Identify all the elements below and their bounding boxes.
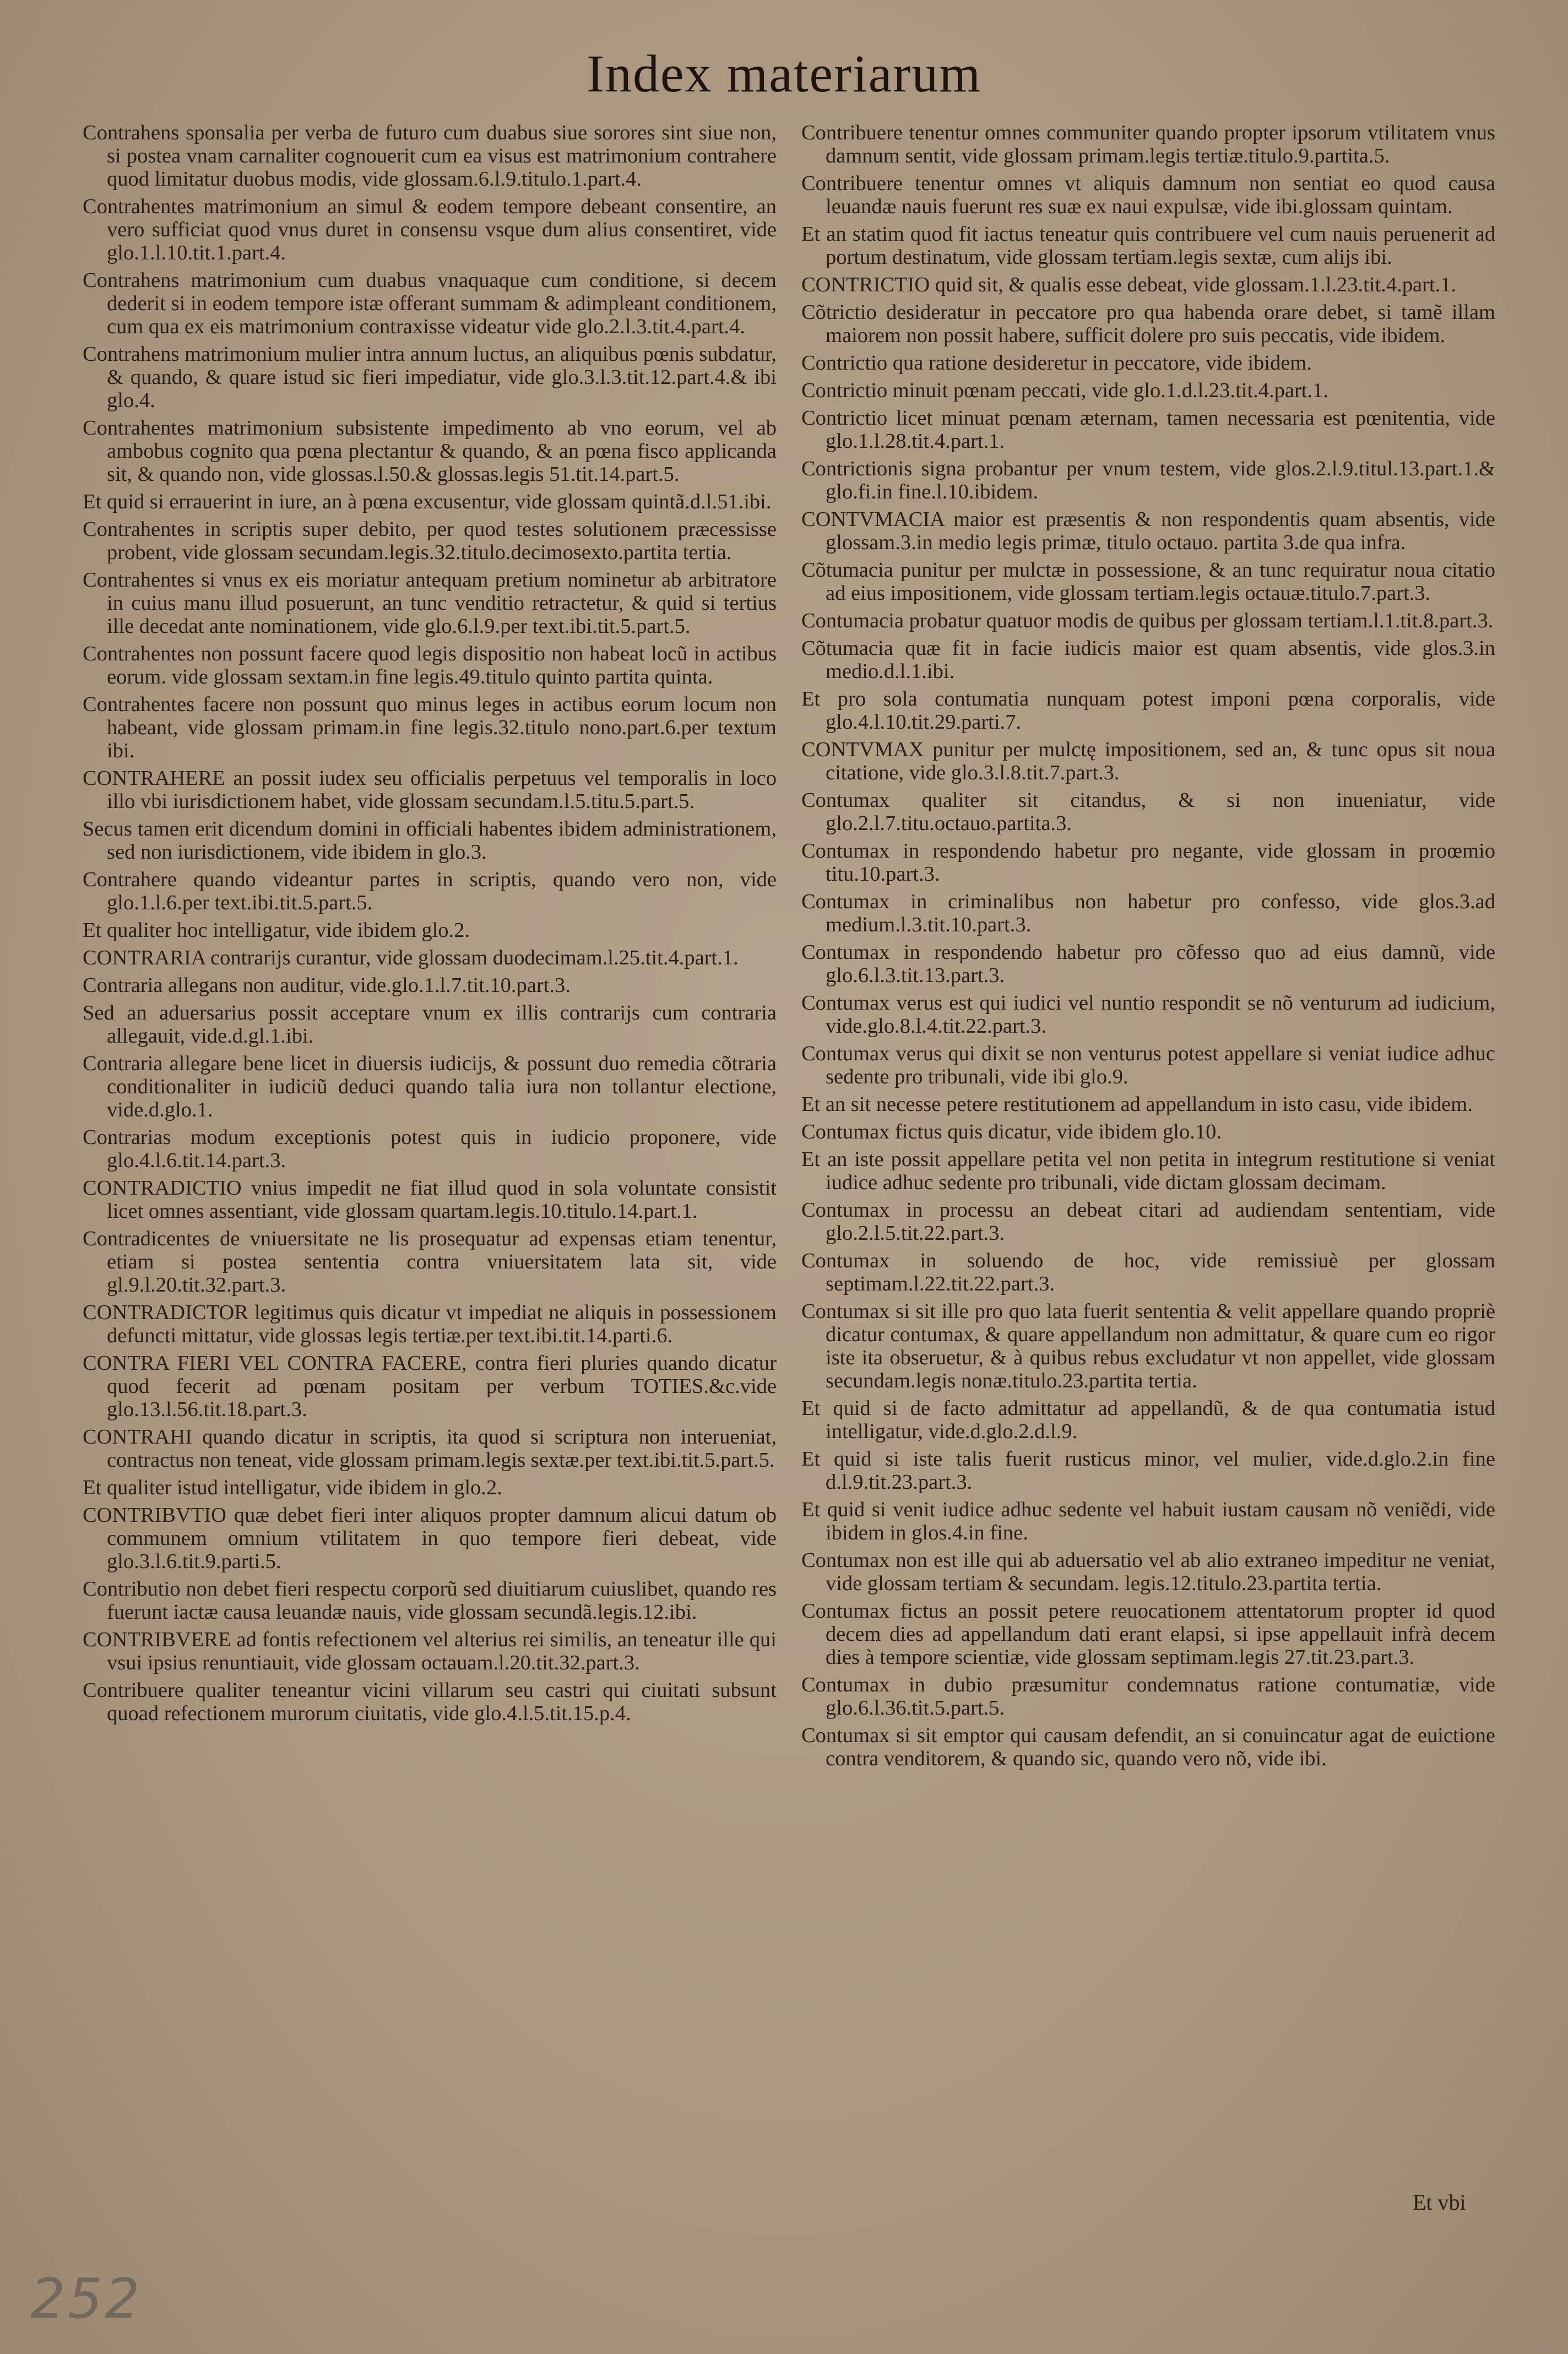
index-entry: Contumax verus qui dixit se non venturus potest appellare si veniat iudice adhuc sedente pro tribunali, vide ibi glo.9.: [801, 1042, 1495, 1088]
index-entry: Contrahentes matrimonium an simul & eodem tempore debeant consentire, an vero sufficiat quod vnus duret in consensu vsque dum alius consentiret, vide glo.1.l.10.tit.1.part.4.: [83, 195, 777, 264]
index-entry: Contrictio minuit pœnam peccati, vide glo.1.d.l.23.tit.4.part.1.: [801, 379, 1328, 402]
left-column: [83, 121, 777, 1729]
index-entry: Et an statim quod fit iactus teneatur quis contribuere vel cum nauis peruenerit ad portum destinatum, vide glossam tertiam.legis sextæ, cum alijs ibi.: [801, 223, 1495, 269]
index-entry: Et quid si errauerint in iure, an à pœna excusentur, vide glossam quintã.d.l.51.ibi.: [83, 490, 772, 513]
index-entry: Et quid si iste talis fuerit rusticus minor, vel mulier, vide.d.glo.2.in fine d.l.9.tit.23.part.3.: [801, 1447, 1495, 1494]
index-entry: CONTRADICTIO vnius impedit ne fiat illud quod in sola voluntate consistit licet omnes assentiant, vide glossam quartam.legis.10.titulo.14.part.1.: [83, 1176, 777, 1223]
index-entry: Contumax si sit emptor qui causam defendit, an si conuincatur agat de euictione contra venditorem, & quando sic, quando vero nõ, vide ibi.: [801, 1724, 1495, 1770]
index-entry: Contrictionis signa probantur per vnum testem, vide glos.2.l.9.titul.13.part.1.& glo.fi.in fine.l.10.ibidem.: [801, 457, 1495, 503]
index-entry: Contribuere tenentur omnes vt aliquis damnum non sentiat eo quod causa leuandæ nauis fuerunt res suæ ex naui expulsæ, vide ibi.glossam quintam.: [801, 172, 1495, 218]
index-entry: Contumax in respondendo habetur pro cõfesso quo ad eius damnũ, vide glo.6.l.3.tit.13.part.3.: [801, 941, 1495, 987]
index-entry: Contumax verus est qui iudici vel nuntio respondit se nõ venturum ad iudicium, vide.glo.8.l.4.tit.22.part.3.: [801, 991, 1495, 1038]
index-entry: CONTRADICTOR legitimus quis dicatur vt impediat ne aliquis in possessionem defuncti mittatur, vide glossas legis tertiæ.per text.ibi.tit.14.parti.6.: [83, 1301, 777, 1347]
index-entry: Contraria allegans non auditur, vide.glo.1.l.7.tit.10.part.3.: [83, 974, 571, 997]
index-entry: Et quid si venit iudice adhuc sedente vel habuit iustam causam nõ veniẽdi, vide ibidem in glos.4.in fine.: [801, 1498, 1495, 1544]
index-entry: CONTRIBVTIO quæ debet fieri inter aliquos propter damnum alicui datum ob communem omnium vtilitatem in quo tempore fieri debeat, vide glo.3.l.6.tit.9.parti.5.: [83, 1504, 777, 1573]
index-entry: Contumax si sit ille pro quo lata fuerit sententia & velit appellare quando propriè dicatur contumax, & quare appellandum non admittatur, & quare cum eo rigor iste ita obseruetur, & à quibus rebus excludatur vt non appellet, vide glossam secundam.legis nonæ.titulo.23.partita tertia.: [801, 1300, 1495, 1392]
index-entry: Et pro sola contumatia nunquam potest imponi pœna corporalis, vide glo.4.l.10.tit.29.parti.7.: [801, 687, 1495, 734]
index-entry: Secus tamen erit dicendum domini in officiali habentes ibidem administrationem, sed non iurisdictionem, vide ibidem in glo.3.: [83, 817, 777, 864]
index-entry: Cõtumacia punitur per mulctæ in possessione, & an tunc requiratur noua citatio ad eius impositionem, vide glossam tertiam.legis octauæ.titulo.7.part.3.: [801, 558, 1495, 605]
index-entry: Contrahentes si vnus ex eis moriatur antequam pretium nominetur ab arbitratore in cuius manu illud posuerunt, an tunc venditio retractetur, & quid si tertius ille decedat ante nominationem, vide glo.6.l.9.per text.ibi.tit.5.part.5.: [83, 568, 777, 638]
index-entry: Contrahens matrimonium cum duabus vnaquaque cum conditione, si decem dederit si in eodem tempore istæ offerant summam & adimpleant conditionem, cum qua ex eis matrimonium contraxisse videatur vide glo.2.l.3.tit.4.part.4.: [83, 269, 777, 338]
index-entry: Contrarias modum exceptionis potest quis in iudicio proponere, vide glo.4.l.6.tit.14.part.3.: [83, 1126, 777, 1172]
index-entry: Et qualiter hoc intelligatur, vide ibidem glo.2.: [83, 919, 470, 942]
index-entry: Contrahere quando videantur partes in scriptis, quando vero non, vide glo.1.l.6.per text.ibi.tit.5.part.5.: [83, 868, 777, 914]
index-entry: Et an sit necesse petere restitutionem ad appellandum in isto casu, vide ibidem.: [801, 1093, 1473, 1116]
index-entry: CONTRARIA contrarijs curantur, vide glossam duodecimam.l.25.tit.4.part.1.: [83, 946, 739, 969]
catchword: Et vbi: [1413, 2190, 1466, 2215]
index-entry: CONTRAHERE an possit iudex seu officialis perpetuus vel temporalis in loco illo vbi iurisdictionem habet, vide glossam secundam.l.5.titu.5.part.5.: [83, 767, 777, 813]
index-entry: Contrahens sponsalia per verba de futuro cum duabus siue sorores sint siue non, si postea vnam carnaliter cognouerit cum ea visus est matrimonium contrahere quod limitatur duobus modis, vide glossam.6.l.9.titulo.1.part.4.: [83, 121, 777, 191]
index-entry: Et qualiter istud intelligatur, vide ibidem in glo.2.: [83, 1476, 502, 1499]
index-entry: CONTRAHI quando dicatur in scriptis, ita quod si scriptura non interueniat, contractus non teneat, vide glossam primam.legis sextæ.per text.ibi.tit.5.part.5.: [83, 1425, 777, 1472]
index-entry: Contribuere tenentur omnes communiter quando propter ipsorum vtilitatem vnus damnum sentit, vide glossam primam.legis tertiæ.titulo.9.partita.5.: [801, 121, 1495, 167]
index-entry: CONTVMACIA maior est præsentis & non respondentis quam absentis, vide glossam.3.in medio legis primæ, titulo octauo. partita 3.de qua infra.: [801, 508, 1495, 554]
index-entry: Contumax in respondendo habetur pro negante, vide glossam in proœmio titu.10.part.3.: [801, 839, 1495, 886]
index-entry: Contumax in dubio præsumitur condemnatus ratione contumatiæ, vide glo.6.l.36.tit.5.part.5.: [801, 1673, 1495, 1720]
pencil-page-number: 252: [30, 2266, 142, 2331]
right-column: [801, 121, 1495, 1775]
index-entry: Contumax fictus an possit petere reuocationem attentatorum propter id quod decem dies ad appellandum dati erant elapsi, si ipse appellauit infrà decem dies à tempore scientiæ, vide glossam septimam.legis 27.tit.23.part.3.: [801, 1599, 1495, 1669]
page-title: Index materiarum: [586, 44, 982, 103]
index-entry: Et quid si de facto admittatur ad appellandũ, & de qua contumatia istud intelligatur, vide.d.glo.2.d.l.9.: [801, 1397, 1495, 1443]
index-entry: Contribuere qualiter teneantur vicini villarum seu castri qui ciuitati subsunt quoad refectionem murorum ciuitatis, vide glo.4.l.5.tit.15.p.4.: [83, 1679, 777, 1725]
index-entry: Contumax in criminalibus non habetur pro confesso, vide glos.3.ad medium.l.3.tit.10.part.3.: [801, 890, 1495, 936]
index-entry: Cõtumacia quæ fit in facie iudicis maior est quam absentis, vide glos.3.in medio.d.l.1.ibi.: [801, 637, 1495, 683]
index-entry: Cõtrictio desideratur in peccatore pro qua habenda orare debet, si tamẽ illam maiorem non possit habere, sufficit dolere pro suis peccatis, vide ibidem.: [801, 301, 1495, 347]
index-entry: Contumax qualiter sit citandus, & si non inueniatur, vide glo.2.l.7.titu.octauo.partita.3.: [801, 789, 1495, 835]
index-entry: Sed an aduersarius possit acceptare vnum ex illis contrarijs cum contraria allegauit, vide.d.gl.1.ibi.: [83, 1001, 777, 1048]
index-entry: Contumacia probatur quatuor modis de quibus per glossam tertiam.l.1.tit.8.part.3.: [801, 609, 1494, 632]
index-entry: Contumax non est ille qui ab aduersatio vel ab alio extraneo impeditur ne veniat, vide glossam tertiam & secundam. legis.12.titulo.23.partita tertia.: [801, 1549, 1495, 1595]
index-entry: Contumax in soluendo de hoc, vide remissiuè per glossam septimam.l.22.tit.22.part.3.: [801, 1249, 1495, 1295]
index-entry: Contumax in processu an debeat citari ad audiendam sententiam, vide glo.2.l.5.tit.22.part.3.: [801, 1198, 1495, 1245]
index-entry: Contrahentes in scriptis super debito, per quod testes solutionem præcessisse probent, vide glossam secundam.legis.32.titulo.decimosexto.partita tertia.: [83, 518, 777, 564]
index-entry: Et an iste possit appellare petita vel non petita in integrum restitutione si veniat iudice adhuc sedente pro tribunali, vide dictam glossam decimam.: [801, 1148, 1495, 1194]
index-entry: Contrahentes facere non possunt quo minus leges in actibus eorum locum non habeant, vide glossam primam.in fine legis.32.titulo nono.part.6.per textum ibi.: [83, 693, 777, 762]
index-entry: Contrahentes non possunt facere quod legis dispositio non habeat locũ in actibus eorum. vide glossam sextam.in fine legis.49.titulo quinto partita quinta.: [83, 642, 777, 688]
index-entry: CONTRA FIERI VEL CONTRA FACERE, contra fieri pluries quando dicatur quod fecerit ad pœnam positam per verbum TOTIES.&c.vide glo.13.l.56.tit.18.part.3.: [83, 1352, 777, 1421]
index-entry: CONTRICTIO quid sit, & qualis esse debeat, vide glossam.1.l.23.tit.4.part.1.: [801, 273, 1457, 296]
index-entry: Contributio non debet fieri respectu corporũ sed diuitiarum cuiuslibet, quando res fuerunt iactæ causa leuandæ nauis, vide glossam secundã.legis.12.ibi.: [83, 1577, 777, 1624]
index-entry: Contrahens matrimonium mulier intra annum luctus, an aliquibus pœnis subdatur, & quando, & quare istud sic fieri impediatur, vide glo.3.l.3.tit.12.part.4.& ibi glo.4.: [83, 343, 777, 412]
index-entry: Contrahentes matrimonium subsistente impedimento ab vno eorum, vel ab ambobus cognito qua pœna plectantur & quando, & an pœna fisco applicanda sit, & quando non, vide glossas.l.50.& glossas.legis 51.tit.14.part.5.: [83, 416, 777, 486]
index-entry: CONTVMAX punitur per mulctę impositionem, sed an, & tunc opus sit noua citatione, vide glo.3.l.8.tit.7.part.3.: [801, 738, 1495, 784]
index-entry: Contrictio qua ratione desideretur in peccatore, vide ibidem.: [801, 351, 1312, 375]
index-entry: Contumax fictus quis dicatur, vide ibidem glo.10.: [801, 1120, 1222, 1143]
index-entry: CONTRIBVERE ad fontis refectionem vel alterius rei similis, an teneatur ille qui vsui ipsius renuntiauit, vide glossam octauam.l.20.tit.32.part.3.: [83, 1628, 777, 1674]
index-entry: Contraria allegare bene licet in diuersis iudicijs, & possunt duo remedia cõtraria conditionaliter in iudiciũ deduci quando talia iura non tollantur electione, vide.d.glo.1.: [83, 1052, 777, 1121]
index-entry: Contradicentes de vniuersitate ne lis prosequatur ad expensas etiam tenentur, etiam si postea sententia contra vniuersitatem lata sit, vide gl.9.l.20.tit.32.part.3.: [83, 1227, 777, 1297]
index-entry: Contrictio licet minuat pœnam æternam, tamen necessaria est pœnitentia, vide glo.1.l.28.tit.4.part.1.: [801, 406, 1495, 453]
